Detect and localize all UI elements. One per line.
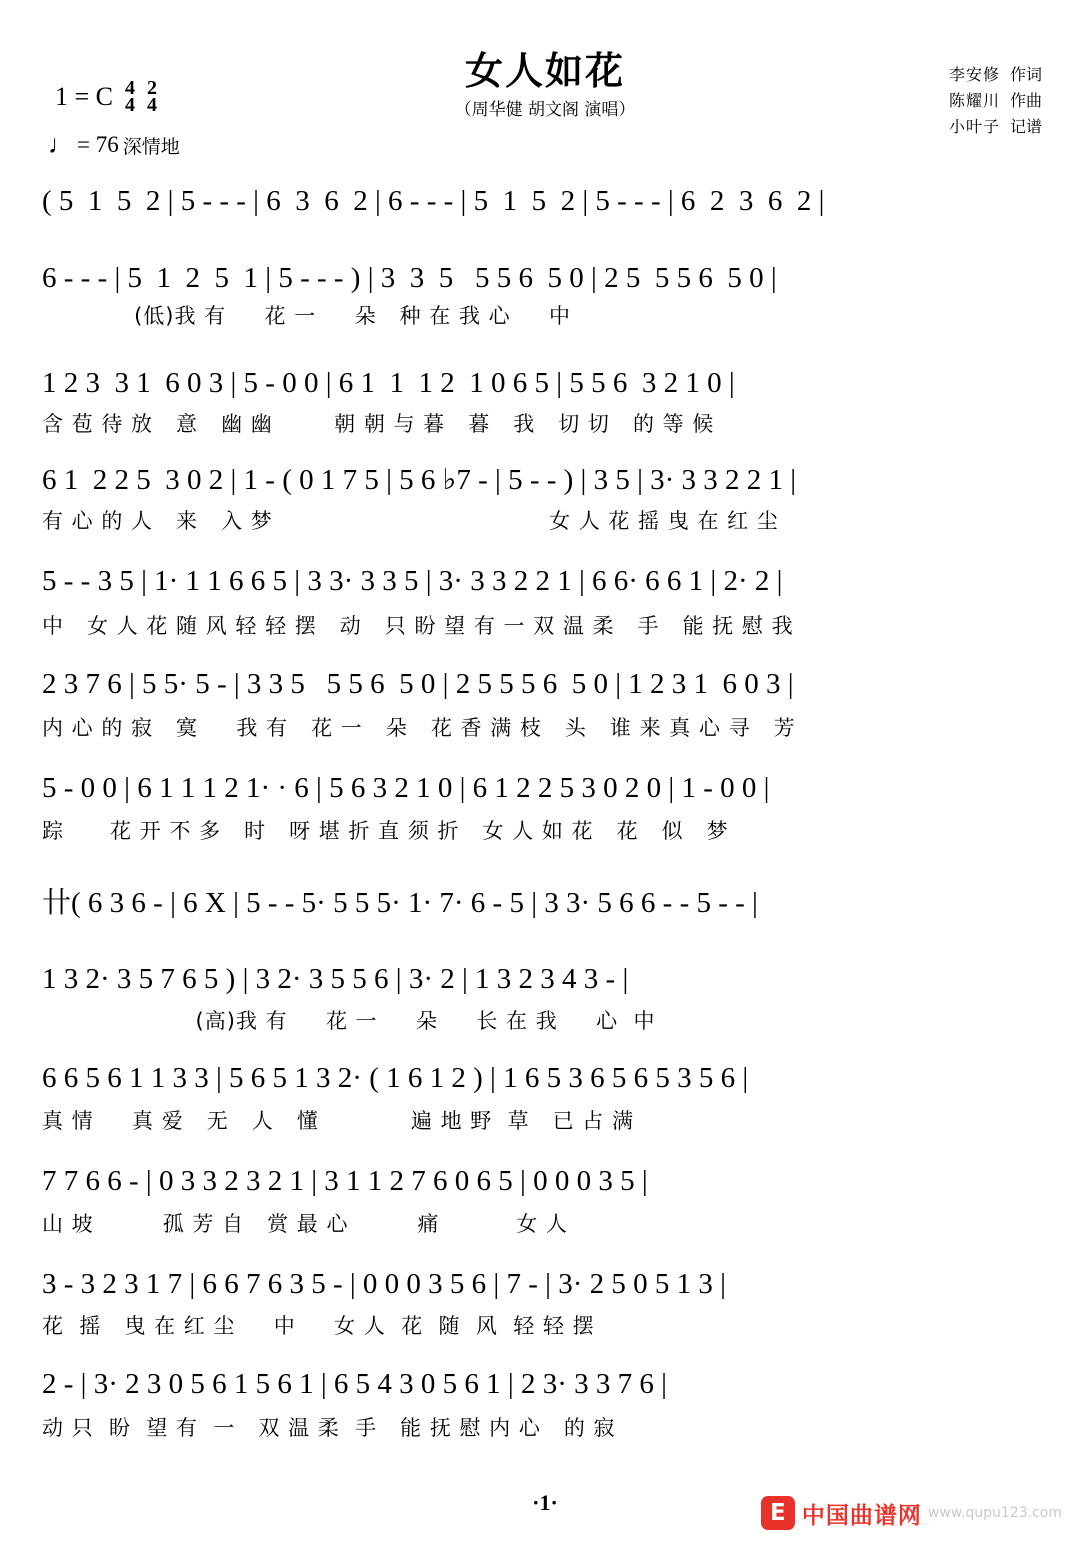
notation-row: 2 - | 3· 2 3 0 5 6 1 5 6 1 | 6 5 4 3 0 5 6 1 | 2 3· 3 3 7 6 |: [42, 1368, 667, 1400]
notation-row: 5 - 0 0 | 6 1 1 1 2 1· · 6 | 5 6 3 2 1 0 | 6 1 2 2 5 3 0 2 0 | 1 - 0 0 |: [42, 772, 770, 804]
notation-row: 3 - 3 2 3 1 7 | 6 6 7 6 3 5 - | 0 0 0 3 5 6 | 7 - | 3· 2 5 0 5 1 3 |: [42, 1268, 726, 1300]
expression-marking: 深情地: [122, 135, 180, 158]
lyric-row: 含 苞 待 放 意 幽 幽 朝 朝 与 暮 暮 我 切 切 的 等 候: [42, 412, 715, 436]
credit-line: [949, 114, 1042, 140]
notation-row: 7 7 6 6 - | 0 3 3 2 3 2 1 | 3 1 1 2 7 6 0 6 5 | 0 0 0 3 5 |: [42, 1165, 648, 1197]
notation-row: ( 5 1 5 2 | 5 - - - | 6 3 6 2 | 6 - - - | 5 1 5 2 | 5 - - - | 6 2 3 6 2 |: [42, 185, 825, 217]
tempo-marking: [48, 130, 180, 160]
notation-row: 1 2 3 3 1 6 0 3 | 5 - 0 0 | 6 1 1 1 2 1 0 6 5 | 5 5 6 3 2 1 0 |: [42, 367, 735, 399]
lyric-row: (高)我 有 花 一 朵 长 在 我 心 中: [42, 1009, 656, 1033]
lyric-row: 内 心 的 寂 寞 我 有 花 一 朵 花 香 满 枝 头 谁 来 真 心 寻 芳: [42, 716, 796, 740]
page-number: ·1·: [532, 1490, 558, 1515]
lyric-row: 真 情 真 爱 无 人 懂 遍 地 野 草 已 占 满: [42, 1109, 634, 1133]
tempo-value: = 76: [77, 132, 119, 157]
lyricist-role: 作词: [1009, 65, 1042, 84]
lyricist-name: 李安修: [948, 65, 1000, 84]
transcriber-name: 小叶子: [948, 117, 1000, 136]
meter1-denominator: 4: [125, 94, 136, 116]
composer-name: 陈耀川: [948, 91, 1000, 110]
notation-row: 1 3 2· 3 5 7 6 5 ) | 3 2· 3 5 5 6 | 3· 2 | 1 3 2 3 4 3 - |: [42, 963, 629, 995]
meter2-numerator: 2: [147, 77, 158, 99]
watermark-url: www.qupu123.com: [927, 1505, 1062, 1521]
transcriber-role: 记谱: [1009, 117, 1042, 136]
meter2-denominator: 4: [147, 94, 158, 116]
lyric-row: 山 坡 孤 芳 自 赏 最 心 痛 女 人: [42, 1212, 568, 1236]
time-signature-2: [147, 77, 158, 116]
notation-row: 6 - - - | 5 1 2 5 1 | 5 - - - ) | 3 3 5 5 5 6 5 0 | 2 5 5 5 6 5 0 |: [42, 262, 777, 294]
meter1-numerator: 4: [125, 77, 136, 99]
lyric-row: 花 摇 曳 在 红 尘 中 女 人 花 随 风 轻 轻 摆: [42, 1314, 595, 1338]
composer-role: 作曲: [1009, 91, 1042, 110]
key-signature: [55, 77, 158, 116]
credit-line: [949, 62, 1042, 88]
quarter-note-icon: ♩: [48, 130, 74, 159]
key-label: 1 = C: [55, 82, 114, 111]
watermark: [761, 1496, 1062, 1530]
lyric-row: 踪 花 开 不 多 时 呀 堪 折 直 须 折 女 人 如 花 花 似 梦: [42, 819, 729, 843]
notation-row: 卄( 6 3 6 - | 6 X | 5 - - 5· 5 5 5· 1· 7· 6 - 5 | 3 3· 5 6 6 - - 5 - - |: [42, 887, 758, 919]
lyric-row: 有 心 的 人 来 入 梦 女 人 花 摇 曳 在 红 尘: [42, 509, 779, 533]
credits-block: [949, 62, 1042, 140]
notation-row: 6 6 5 6 1 1 3 3 | 5 6 5 1 3 2· ( 1 6 1 2 ) | 1 6 5 3 6 5 6 5 3 5 6 |: [42, 1062, 749, 1094]
time-signature-1: [125, 77, 136, 116]
watermark-logo-icon: E: [761, 1496, 795, 1530]
notation-row: 2 3 7 6 | 5 5· 5 - | 3 3 5 5 5 6 5 0 | 2 5 5 5 6 5 0 | 1 2 3 1 6 0 3 |: [42, 668, 794, 700]
watermark-site-name: 中国曲谱网: [801, 1502, 922, 1529]
lyric-row: (低)我 有 花 一 朵 种 在 我 心 中: [42, 304, 572, 328]
notation-row: 5 - - 3 5 | 1· 1 1 6 6 5 | 3 3· 3 3 5 | 3· 3 3 2 2 1 | 6 6· 6 6 1 | 2· 2 |: [42, 565, 783, 597]
credit-line: [949, 88, 1042, 114]
performer-subtitle: （周华健 胡文阁 演唱）: [454, 100, 636, 120]
lyric-row: 中 女 人 花 随 风 轻 轻 摆 动 只 盼 望 有 一 双 温 柔 手 能 抚 慰 我: [42, 614, 794, 638]
notation-row: 6 1 2 2 5 3 0 2 | 1 - ( 0 1 7 5 | 5 6 ♭7 - | 5 - - ) | 3 5 | 3· 3 3 2 2 1 |: [42, 464, 797, 496]
page-title: 女人如花: [464, 49, 625, 93]
lyric-row: 动 只 盼 望 有 一 双 温 柔 手 能 抚 慰 内 心 的 寂: [42, 1416, 616, 1440]
